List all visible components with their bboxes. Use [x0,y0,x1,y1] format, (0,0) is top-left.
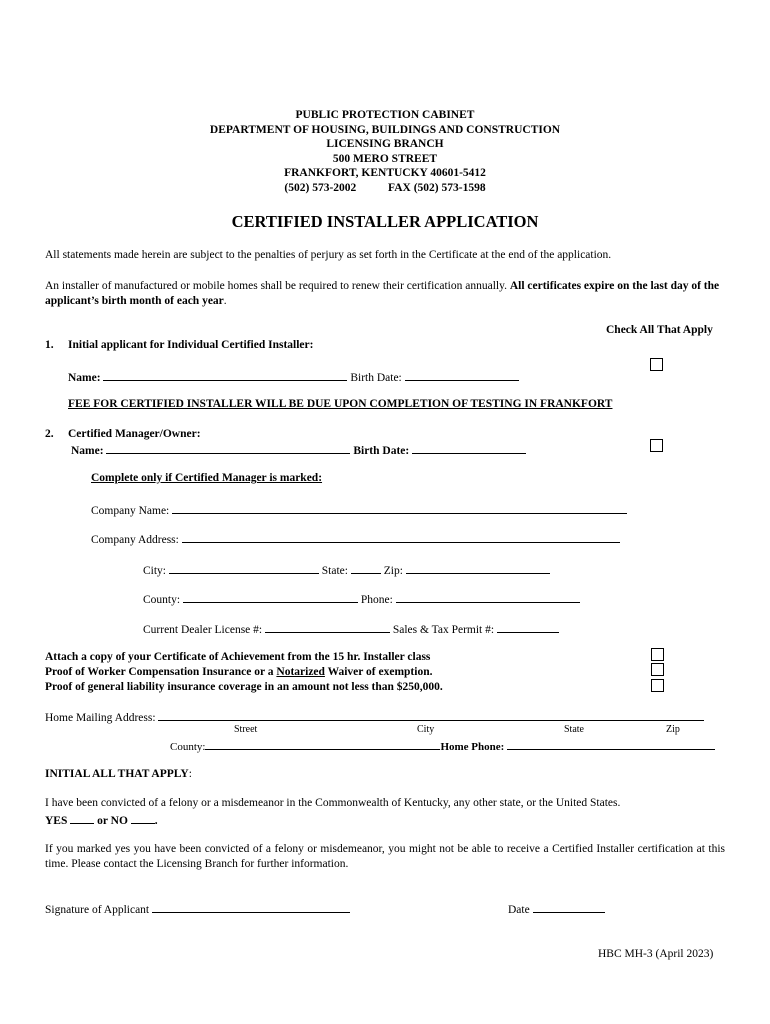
sales-tax-field[interactable] [497,621,559,633]
manager-birth-date-field[interactable] [412,442,526,454]
attachment-certificate: Attach a copy of your Certificate of Achievement from the 15 hr. Installer class [45,651,431,663]
renewal-text: An installer of manufactured or mobile homes shall be required to renew their certification annually. [45,280,507,292]
city-caption: City [417,724,435,735]
company-name-row [91,502,627,517]
state-label: State: [321,565,348,577]
header-line: FRANKFORT, KENTUCKY 40601-5412 [284,167,486,180]
state-caption: State [564,724,584,735]
header-contact [0,181,770,196]
mailing-address-row [45,709,704,724]
felony-notice: If you marked yes you have been convicted of a felony or misdemeanor, you might not be able to receive a Certified Installer certification at this time. Please contact the Licensing Branch for further information. [45,843,725,870]
fee-notice: FEE FOR CERTIFIED INSTALLER WILL BE DUE UPON COMPLETION OF TESTING IN FRANKFORT [68,398,613,410]
company-address-label: Company Address: [91,534,179,546]
zip-field[interactable] [406,562,550,574]
header-line: LICENSING BRANCH [326,138,444,151]
no-label: or NO [97,815,128,827]
section-1-checkbox[interactable] [650,358,663,371]
license-row [143,621,559,636]
header-line: 500 MERO STREET [332,152,438,165]
signature-field[interactable] [152,901,350,913]
birth-date-field[interactable] [405,369,519,381]
perjury-statement: All statements made herein are subject to the penalties of perjury as set forth in the Certificate at the end of the application. [45,249,612,261]
date-row [508,901,605,916]
sales-tax-label: Sales & Tax Permit #: [392,624,495,636]
complete-only-note: Complete only if Certified Manager is marked: [91,472,323,484]
company-name-field[interactable] [172,502,627,514]
expiry-text: All certificates expire on the last day of the applicant’s birth month of each year [45,280,720,307]
city-state-zip-row [143,562,550,577]
attachment-liability: Proof of general liability insurance coverage in an amount not less than $250,000. [45,681,443,693]
renewal-statement [45,279,725,309]
yes-label: YES [45,815,68,827]
mailing-county-row [170,738,715,753]
attachment-worker-comp [45,665,443,680]
section-2-name-row [71,442,526,457]
manager-name-field[interactable] [106,442,350,454]
mailing-county-label: County: [170,741,206,753]
header-phone: (502) 573-2002 [284,181,357,194]
header-fax: FAX (502) 573-1598 [388,181,486,194]
expiry-period: . [223,295,227,307]
form-number: HBC MH-3 (April 2023) [598,948,714,960]
header-line: PUBLIC PROTECTION CABINET [295,109,475,121]
city-field[interactable] [169,562,319,574]
signature-row [45,901,350,916]
dealer-license-field[interactable] [265,621,390,633]
date-field[interactable] [533,901,605,913]
section-2-number: 2. [45,428,54,440]
county-label: County: [143,594,181,606]
zip-caption: Zip [666,724,680,735]
check-all-label: Check All That Apply [606,324,713,336]
mailing-address-field[interactable] [158,709,704,721]
name-label: Name: [68,372,101,384]
home-phone-label: Home Phone: [440,741,505,753]
no-initial-field[interactable] [131,812,155,824]
worker-comp-text: Proof of Worker Compensation Insurance or a [45,666,274,678]
initial-all-heading [45,768,192,780]
county-field[interactable] [183,591,358,603]
section-2-checkbox[interactable] [650,439,663,452]
initial-all-text: INITIAL ALL THAT APPLY [45,768,189,780]
header-line: DEPARTMENT OF HOUSING, BUILDINGS AND CONSTRUCTION [209,123,561,136]
worker-comp-checkbox[interactable] [651,663,664,676]
name-field[interactable] [103,369,347,381]
initial-all-colon: : [188,768,192,780]
yes-initial-field[interactable] [70,812,94,824]
agency-header [0,108,770,196]
felony-question: I have been convicted of a felony or a misdemeanor in the Commonwealth of Kentucky, any other state, or the United States. [45,797,621,809]
birth-date-label: Birth Date: [353,445,410,457]
home-phone-field[interactable] [507,738,715,750]
section-1-name-row [68,369,519,384]
phone-label: Phone: [360,594,393,606]
street-caption: Street [234,724,258,735]
certificate-checkbox[interactable] [651,648,664,661]
company-name-label: Company Name: [91,505,170,517]
date-label: Date [508,904,530,916]
section-1-heading: Initial applicant for Individual Certified Installer: [68,339,314,351]
form-title: CERTIFIED INSTALLER APPLICATION [231,212,539,231]
answer-period: . [154,815,158,827]
dealer-license-label: Current Dealer License #: [143,624,263,636]
county-phone-row [143,591,580,606]
attachments-list [45,650,443,695]
name-label: Name: [71,445,104,457]
city-label: City: [143,565,167,577]
mailing-county-field[interactable] [205,738,440,750]
waiver-text: Waiver of exemption. [327,666,433,678]
liability-checkbox[interactable] [651,679,664,692]
notarized-text: Notarized [276,666,325,678]
phone-field[interactable] [396,591,580,603]
signature-label: Signature of Applicant [45,904,150,916]
company-address-field[interactable] [182,531,620,543]
company-address-row [91,531,620,546]
birth-date-label: Birth Date: [350,372,402,384]
zip-label: Zip: [383,565,403,577]
section-1-number: 1. [45,339,54,351]
section-2-heading: Certified Manager/Owner: [68,428,201,440]
mailing-address-label: Home Mailing Address: [45,712,156,724]
felony-answer-row [45,812,158,827]
state-field[interactable] [351,562,381,574]
